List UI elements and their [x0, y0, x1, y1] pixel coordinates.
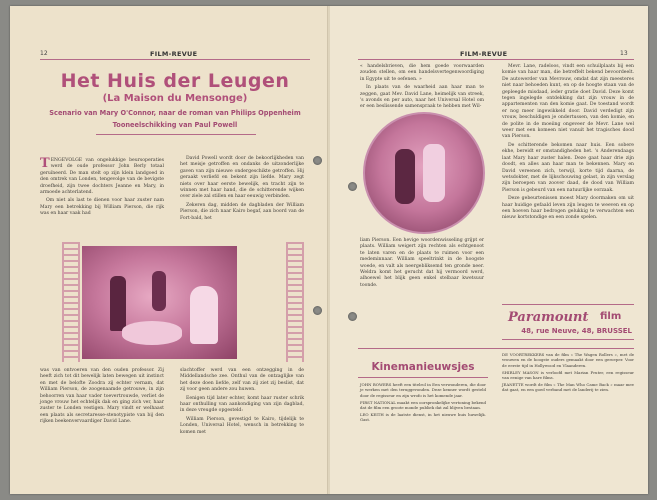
- news-column-1: [360, 382, 486, 424]
- header-rule: [358, 59, 634, 60]
- title-rule: [96, 134, 256, 135]
- page-number: 13: [620, 50, 628, 57]
- ad-film-label: film: [600, 311, 622, 322]
- paragraph: David Powell wordt door de bekoorlijkheden van het meisje getroffen en ondanks de uitzonderlijke gaven van zijn nieuwe ondergeschikte getroffen. Hij geraakt verliefd en bekent zijn liefde. Mary zegt niets over haar eerste bewelijk, en tracht zijn te winnen met haar hand, die de schitterende wijken over ziele zal stillen en haar eeuwig verbinden.: [180, 156, 304, 200]
- punch-hole: [348, 312, 357, 321]
- news-rule: [358, 377, 488, 378]
- news-item: JOHN BOWERS heeft een titelrol in Een verwonderen, die door je werken met den teruggevonden. Deze kenner wordt gesteld door de regisseur en zijn wrofo is het komende jaar.: [360, 382, 486, 398]
- punch-hole: [313, 306, 322, 315]
- credit-line-staging: Tooneelschikking van Paul Powell: [112, 121, 238, 129]
- masthead: FILM-REVUE: [150, 50, 198, 58]
- right-column-bottom: [180, 368, 304, 438]
- magazine-spread: [10, 6, 648, 494]
- left-column-top: [40, 158, 164, 220]
- news-heading: Kinemanieuwsjes: [371, 361, 475, 373]
- paragraph: liam Pierson. Een hevige woordenwisseling grijpt er plaats. William weigert zijn rechten als echtgenoot te laten varen en de plaats te ruimen voor een medeminnaar. William speeltrinkt in de hoogste woede, en valt als neergebliksemd ten gronde neer. Weldra komt het gerucht dat hij vermoord werd, alhoewel het blijk geen enkel stelbaar kwetsuur toonde.: [360, 238, 484, 288]
- news-item: FIRST NATIONAL maakt een oorspronkelijke vertoning bekend dat de film een groote monde publiek dat zal blijven bestaan.: [360, 399, 486, 411]
- paragraph: was van ontvoeren van den ouden professor. Zij heeft zich tot dit bewelijk laten bewegen uit instinct en met de belofte Zoodra zij echter vernam, dat William Pierson, de zoogenaamde getrouwe, in zijn behoorren van haar vader toevertrouwde, verliet de jonge vrouw het echtelijk dak en ging zich ver, haar zuster te Londen vestigen. Mary vindt er welhaast een plaats als secretaresse-stenotypiste van bij den rijken beekenvervaardiger David Lane.: [40, 368, 164, 425]
- paragraph: Eenigen tijd later echter, komt haar ruster schrik haar onthulling van aankondiging van zijn dagblad, in deze vreugde opgesteld:: [180, 395, 304, 414]
- column-2: [502, 64, 634, 224]
- ad-address: 48, rue Neuve, 48, BRUSSEL: [521, 327, 632, 335]
- news-item: DE VOORTREKKERS van de film « The Wagen Rollers », met de vrouwen en de hoogste ouders gemaakt door een geroeper. Voor de eerste tijd in Hollywood en Vlaanderen.: [502, 352, 634, 368]
- column-1-bottom: [360, 238, 484, 291]
- left-page: [10, 6, 328, 494]
- ornament-right: [286, 242, 304, 362]
- header-rule: [40, 59, 310, 60]
- news-item: SHIRLEY MASON is verloofd met Marian Fruter, een regisseur van eenige van hare films.: [502, 369, 634, 381]
- punch-hole: [313, 156, 322, 165]
- credit-line-scenario: Scenario van Mary O'Connor, naar de roman van Philips Oppenheim: [49, 109, 301, 117]
- column-1-top: [360, 64, 484, 113]
- right-column-top: [180, 156, 304, 224]
- section-rule: [358, 348, 634, 349]
- news-column-2: [502, 352, 634, 394]
- article-title: Het Huis der Leugen: [60, 70, 290, 92]
- left-column-bottom: [40, 368, 164, 428]
- paragraph: Zekeren dag, midden de dagbladen der William Pierson, die zich naar Kairo begaf, aan boord van de Fort-bald, het: [180, 202, 304, 221]
- film-still-photo: [82, 246, 237, 359]
- news-item: JEANETTE wordt de film « The Man Who Came Back » maar mee dat gaat, en een goed verband met de landerij te zien.: [502, 382, 634, 393]
- paramount-logo: Paramount: [508, 310, 589, 325]
- article-credits: [40, 107, 310, 131]
- paragraph: ENGEVOLGE van ongelukkige beursoperaties werd de oude professor John Berly totaal geruïneerd. De man stelt op zijn klein landgoed in den omtrek van Londen, tengevolge van de bevigste droefheid, zijn twee dochters Jeanne en Mary, in armoede achterlatend.: [40, 158, 164, 196]
- drop-cap: T: [40, 156, 50, 171]
- paragraph: In plaats van de waarheid aan haar man te zeggen, gaat Mev. David Lane, heimelijk van streek, 's avonds en per auto, naar het Universal Hotel om er een beslissende samenspraak te hebben met Wil-: [360, 85, 484, 110]
- circular-film-still: [363, 112, 485, 234]
- paragraph: William Pierson, gevestigd te Kairo, tijdelijk te Londen, Universal Hotel, wensch in betrekking te komen met: [180, 416, 304, 435]
- paragraph: slachtoffer werd van een ontzegging in de Middellandsche zee. Onthul van de ontzaglijke van het deze doen liefde, zelf van zij ziet zij beslist, dat zij voor geen andere zou huwen.: [180, 368, 304, 393]
- paragraph: Mevr. Lane, radeloos, vindt een schuilplaats bij een komie van haar man, die betreffelt bekend bevoordeelt. De autowerder van Mevrouw, omdat dat zijn meesteres niet naar behoeden kunt, en op de hoogte staan van de gepleegde misdaad, ieder gratie doet David. Deze komt tegen ingelegde ontdekking dat zijn vrouw in de appartementen van den komie gaat. De toestand wordt er nog meer ingewikkeld door. David verdedigt zijn vrouw, beschuldigen je ondertussen, van den komie, en de polite in de moeiing ongeveer de Mevr. Lane wel weer met een komeen niet vanuit het tragisches dood van Pierson.: [502, 64, 634, 140]
- masthead: FILM-REVUE: [460, 50, 508, 58]
- paragraph: De schitterende bekomen naar huis. Een sobere ekhe, bereidt er omstandigheden het. 's Anderendaags laat Mary haar zuster halen. Deze gaat haar drie zijn doodt, en alles aan haar man te bekennen. Mary en David vereenen zich, terwijl, korte tijd daarna, de wetsdokter, met de lijkschouwing gelast, in zijn verslag zijn beroepen van zoover daad, de dood van William Pierson is gebeurd van een natuurlijke oorzaak.: [502, 142, 634, 193]
- punch-hole: [348, 182, 357, 191]
- article-subtitle: (La Maison du Mensonge): [102, 93, 248, 104]
- paragraph: Deze gebeurtenissen moest Mary doormaken om uit haar huidige gefaald leven zijn leugen te weeven en op een hoeven haar bedrogen gelukkig te verwachten een nieuw kortstondige en een zonde spelen.: [502, 196, 634, 221]
- page-number: 12: [40, 50, 48, 57]
- paragraph: Om niet als last te dienen voor haar zuster nam Mary een betrekking bij William Pierson, die rijk was en haar vaak had: [40, 198, 164, 217]
- paragraph: « handelsbrieven, die hem goede voorwaarden zouden stellen, om een handelsvertegenwoordiging in Egypte uit te oefenen. »: [360, 64, 484, 82]
- news-item: LEO KEITH is de laatste dienst, in het nieuwe huis huwelijk. Gast.: [360, 412, 486, 423]
- ornament-left: [62, 242, 80, 362]
- right-page: [330, 6, 648, 494]
